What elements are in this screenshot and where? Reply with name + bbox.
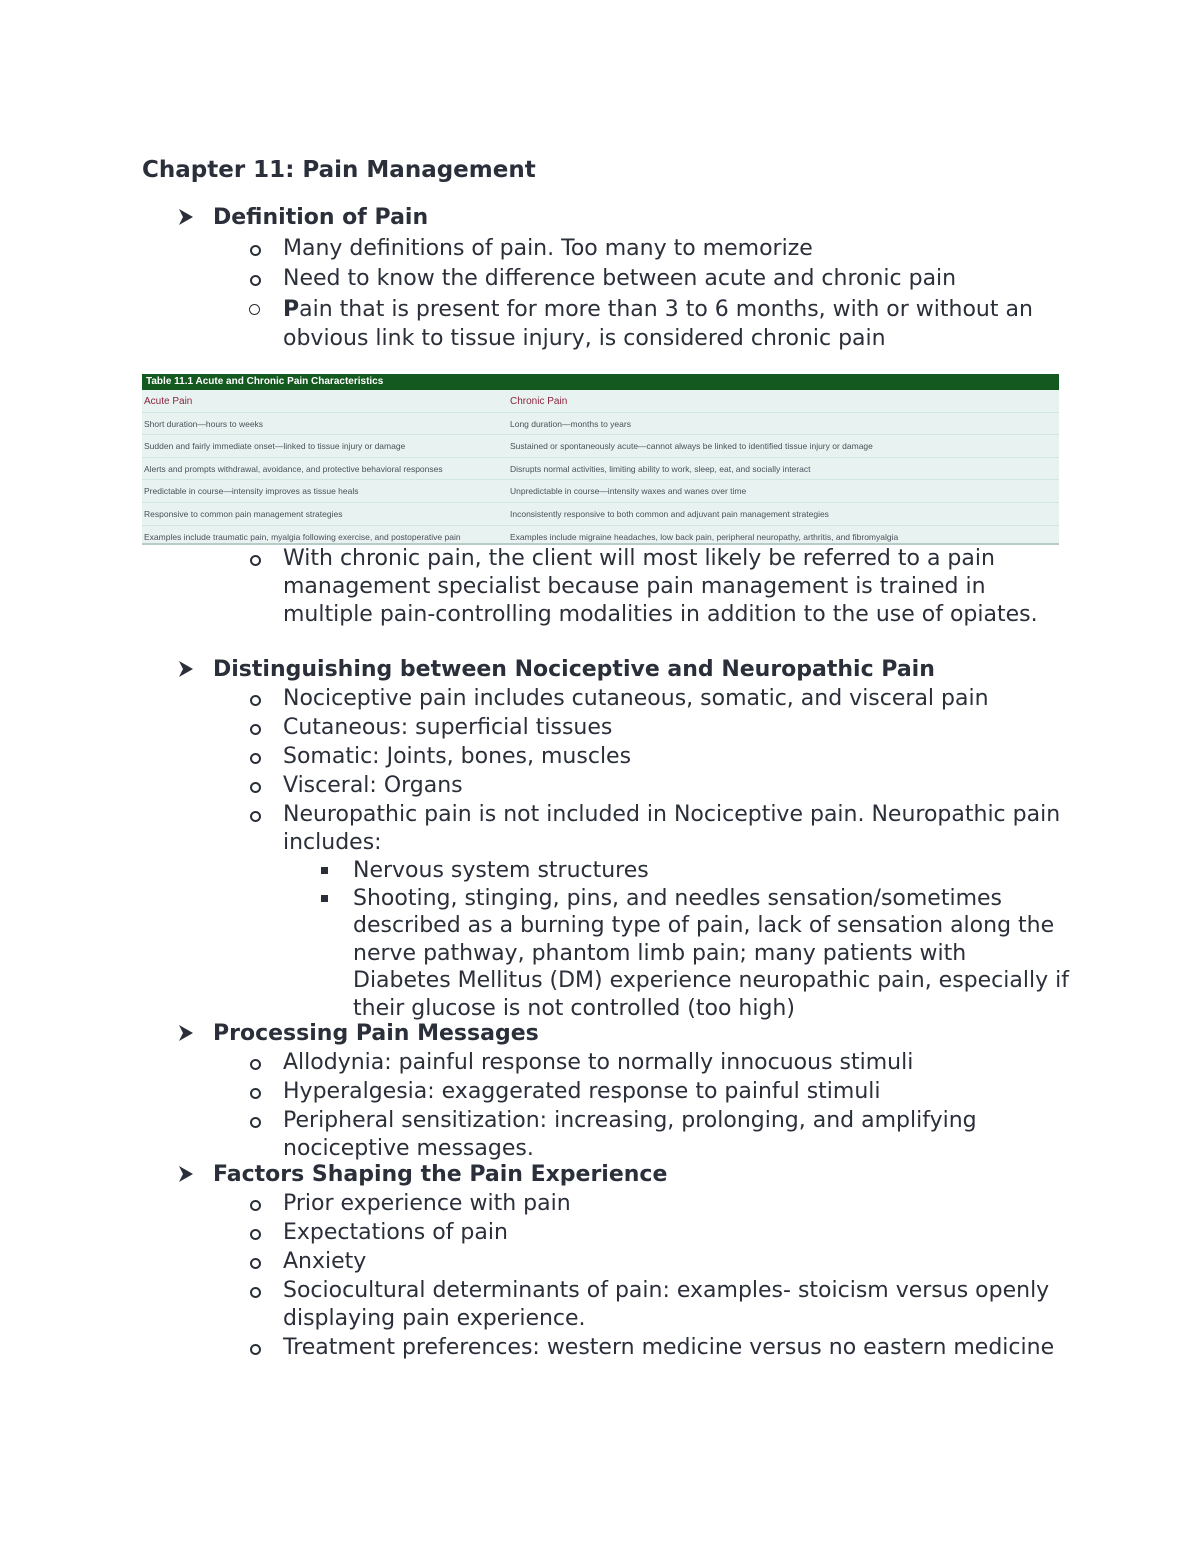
section-title: Factors Shaping the Pain Experience: [213, 1162, 668, 1187]
section-factors-shaping: [0, 1161, 1200, 1362]
chapter-title: Chapter 11: Pain Management: [142, 157, 536, 183]
circle-bullet-icon: [250, 1229, 261, 1240]
table-row: Alerts and prompts withdrawal, avoidance, and protective behavioral responses Disrupts normal activities, limiting ability to work, sleep, eat, and socially interact: [142, 458, 1059, 481]
nociceptive-list: [0, 685, 1200, 1022]
arrow-bullet-icon: [176, 1164, 196, 1184]
arrow-bullet-icon: [176, 207, 196, 227]
table-header-chronic: Chronic Pain: [510, 396, 568, 407]
sub-list-item: Shooting, stinging, pins, and needles sensation/sometimes described as a burning type of pain, lack of sensation along the nerve pathway, phantom limb pain; many patients with Diabetes Mellitus (DM) experience neuropathic pain, especially if their glucose is not controlled (too high): [283, 885, 1070, 1023]
list-item: Pain that is present for more than 3 to 6 months, with or without an obvious link to tissue injury, is considered chronic pain: [0, 295, 1200, 353]
section-title: Processing Pain Messages: [213, 1021, 539, 1046]
circle-bullet-icon: [250, 1117, 261, 1128]
table-header-row: [142, 390, 1059, 413]
sub-list-item: Nervous system structures: [283, 857, 1070, 885]
processing-list: [0, 1049, 1200, 1163]
table-caption: Table 11.1 Acute and Chronic Pain Characteristics: [142, 374, 1059, 390]
list-item: Peripheral sensitization: increasing, prolonging, and amplifying nociceptive messages.: [0, 1107, 1200, 1163]
list-item: With chronic pain, the client will most likely be referred to a pain management specialist because pain management is trained in multiple pain-controlling modalities in addition to the use of opiates.: [0, 545, 1200, 629]
circle-bullet-icon: [250, 782, 261, 793]
circle-bullet-icon: [250, 811, 261, 822]
square-bullet-icon: [321, 867, 328, 874]
arrow-bullet-icon: [176, 659, 196, 679]
list-item: Many definitions of pain. Too many to memorize: [0, 235, 1200, 263]
list-item: Sociocultural determinants of pain: examples- stoicism versus openly displaying pain experience.: [0, 1277, 1200, 1333]
factors-list: [0, 1190, 1200, 1362]
list-item: Neuropathic pain is not included in Nociceptive pain. Neuropathic pain includes: Nervous system structures Shooting, stinging, pins, and needles sensation/sometimes described as a burning type of pain, lack of sensation along the nerve pathway, phantom limb pain; many patients with Diabetes Mellitus (DM) experience neuropathic pain, especially if their glucose is not controlled (too high): [0, 801, 1200, 1022]
list-item: Hyperalgesia: exaggerated response to painful stimuli: [0, 1078, 1200, 1106]
square-bullet-icon: [321, 895, 328, 902]
section-definition-continued: [0, 545, 1200, 629]
pain-characteristics-table: [142, 374, 1059, 545]
definition-list-continued: [0, 545, 1200, 629]
section-title: Distinguishing between Nociceptive and Neuropathic Pain: [213, 657, 935, 682]
circle-bullet-icon: [250, 1088, 261, 1099]
circle-bullet-icon: [250, 1258, 261, 1269]
section-title: Definition of Pain: [213, 205, 429, 230]
circle-bullet-icon: [250, 275, 261, 286]
list-item: Need to know the difference between acute and chronic pain: [0, 265, 1200, 293]
list-item: Expectations of pain: [0, 1219, 1200, 1247]
circle-bullet-icon: [249, 304, 260, 315]
section-definition-of-pain: [0, 204, 1200, 353]
list-item: Anxiety: [0, 1248, 1200, 1276]
arrow-bullet-icon: [176, 1023, 196, 1043]
section-nociceptive-neuropathic: [0, 656, 1200, 1022]
circle-bullet-icon: [250, 724, 261, 735]
circle-bullet-icon: [250, 1344, 261, 1355]
table-row: Predictable in course—intensity improves as tissue heals Unpredictable in course—intensity waxes and wanes over time: [142, 480, 1059, 503]
section-processing-pain: [0, 1020, 1200, 1163]
definition-list: [0, 235, 1200, 353]
table-header-acute: Acute Pain: [144, 396, 193, 407]
circle-bullet-icon: [250, 245, 261, 256]
table-row: Sudden and fairly immediate onset—linked to tissue injury or damage Sustained or spontaneously acute—cannot always be linked to identified tissue injury or damage: [142, 435, 1059, 458]
list-item: Allodynia: painful response to normally innocuous stimuli: [0, 1049, 1200, 1077]
table-row: Examples include traumatic pain, myalgia following exercise, and postoperative pain Examples include migraine headaches, low back pain, peripheral neuropathy, arthritis, and fibromyalgia: [144, 531, 899, 542]
circle-bullet-icon: [250, 695, 261, 706]
circle-bullet-icon: [250, 1059, 261, 1070]
list-item: Treatment preferences: western medicine versus no eastern medicine: [0, 1334, 1200, 1362]
neuropathic-sublist: [0, 857, 1070, 1022]
list-item: Visceral: Organs: [0, 772, 1200, 800]
circle-bullet-icon: [250, 753, 261, 764]
list-item: Prior experience with pain: [0, 1190, 1200, 1218]
circle-bullet-icon: [250, 555, 261, 566]
circle-bullet-icon: [250, 1287, 261, 1298]
list-item: Somatic: Joints, bones, muscles: [0, 743, 1200, 771]
table-row: Short duration—hours to weeks Long duration—months to years: [142, 413, 1059, 436]
table-row: Responsive to common pain management strategies Inconsistently responsive to both common and adjuvant pain management strategies: [142, 503, 1059, 526]
circle-bullet-icon: [250, 1200, 261, 1211]
list-item: Nociceptive pain includes cutaneous, somatic, and visceral pain: [0, 685, 1200, 713]
list-item: Cutaneous: superficial tissues: [0, 714, 1200, 742]
